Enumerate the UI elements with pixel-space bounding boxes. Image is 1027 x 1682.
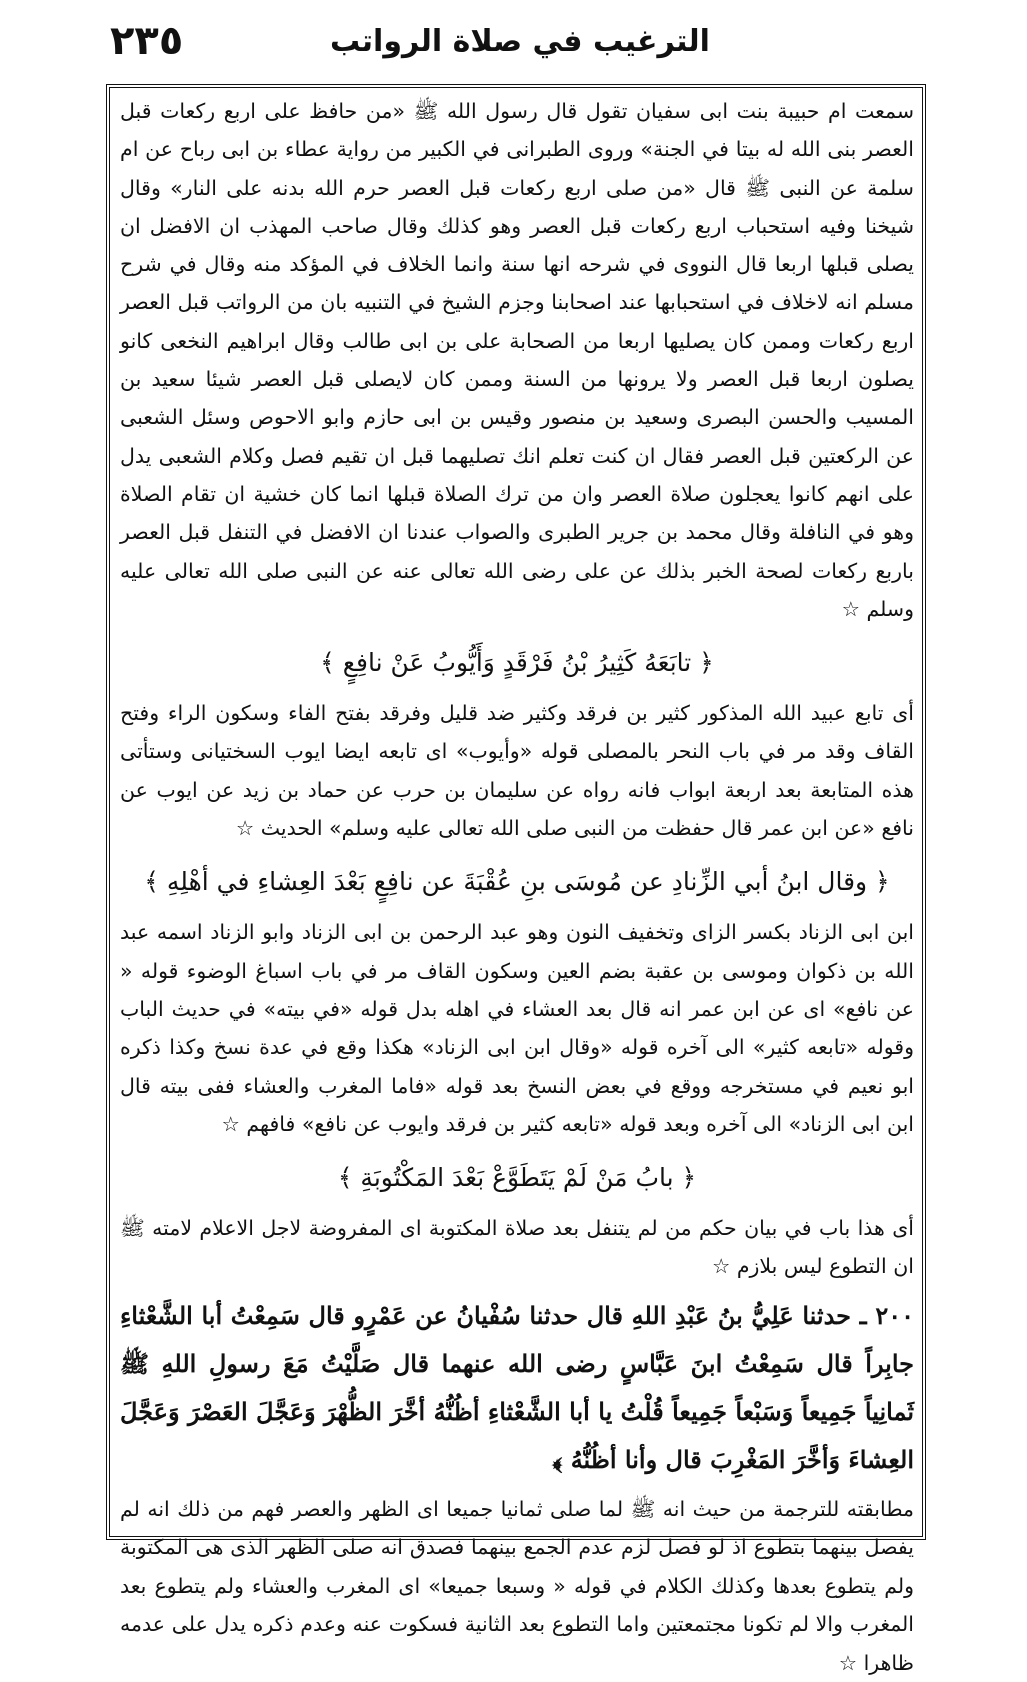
page-number: ٢٣٥: [110, 18, 184, 64]
commentary-paragraph-3: ابن ابى الزناد بكسر الزاى وتخفيف النون وهو عبد الرحمن بن ابى الزناد وابو الزناد اسمه عبد الله بن ذكوان وموسى بن عقبة بضم العين وسكون القاف مر في باب اسباغ الوضوء قوله « عن نافع» اى عن ابن عمر انه قال بعد العشاء في اهله بدل قوله «في بيته» في حديث الباب وقوله «تابعه كثير» الى آخره قوله «وقال ابن ابى الزناد» هكذا وقع في عدة نسخ وكذا ذكره ابو نعيم في مستخرجه ووقع في بعض النسخ بعد قوله «فاما المغرب والعشاء ففى بيته قال ابن ابى الزناد» الى آخره وبعد قوله «تابعه كثير بن فرقد وايوب عن نافع» فافهم ☆: [120, 920, 914, 1136]
chapter-heading-3: ﴿ بابُ مَنْ لَمْ يَتَطَوَّعْ بَعْدَ المَكْتُوبَةِ ﴾: [337, 1163, 697, 1193]
hadith-text: ٢٠٠ ـ حدثنا عَلِيُّ بنُ عَبْدِ اللهِ قال حدثنا سُفْيانُ عن عَمْرٍو قال سَمِعْتُ أبا الشَّعْثاءِ جابِراً قال سَمِعْتُ ابنَ عَبَّاسٍ رضى الله عنهما قال صَلَّيْتُ مَعَ رسولِ اللهِ ﷺ ثَمانِياً جَمِيعاً وَسَبْعاً جَمِيعاً قُلْتُ يا أبا الشَّعْثاءِ أظُنُّهُ أخَّرَ الظُّهْرَ وَعَجَّلَ العَصْرَ وَعَجَّلَ العِشاءَ وَأخَّرَ المَغْرِبَ قال وأنا أظُنُّهُ ﴾: [120, 1300, 914, 1474]
page-body: [120, 92, 914, 1675]
commentary-paragraph-1: سمعت ام حبيبة بنت ابى سفيان تقول قال رسول الله ﷺ «من حافظ على اربع ركعات قبل العصر بنى الله له بيتا في الجنة» وروى الطبرانى في الكبير من رواية عطاء بن ابى رباح عن ام سلمة عن النبى ﷺ قال «من صلى اربع ركعات قبل العصر حرم الله بدنه على النار» وقال شيخنا وفيه استحباب اربع ركعات قبل العصر وهو كذلك وقال صاحب المهذب ان الافضل ان يصلى قبلها اربعا قال النووى في شرحه انها سنة وانما الخلاف في المؤكد منه وقال في شرح مسلم انه لاخلاف في استحبابها عند اصحابنا وجزم الشيخ في التنبيه بان من الرواتب قبل العصر اربع ركعات وممن كان يصليها اربعا من الصحابة على بن ابى طالب وقال ابراهيم النخعى كانو يصلون اربعا قبل العصر ولا يرونها من السنة وممن كان لايصلى قبل العصر شيئا سعيد بن المسيب والحسن البصرى وسعيد بن منصور وقيس بن ابى حازم وابو الاحوص وسئل الشعبى عن الركعتين قبل العصر فقال ان كنت تعلم انك تصليهما قبل ان تقيم فصل وكلام الشعبى يدل على انهم كانوا يعجلون صلاة العصر وان من ترك الصلاة قبلها انما كان خشية ان تقام الصلاة وهو في النافلة وقال محمد بن جرير الطبرى والصواب عندنا ان الافضل في التنفل قبل العصر باربع ركعات لصحة الخبر بذلك عن على رضى الله تعالى عنه عن النبى صلى الله تعالى عليه وسلم ☆: [120, 99, 914, 621]
commentary-paragraph-4: أى هذا باب في بيان حكم من لم يتنفل بعد صلاة المكتوبة اى المفروضة لاجل الاعلام لامته ﷺ ان التطوع ليس بلازم ☆: [120, 1216, 914, 1279]
running-title: الترغيب في صلاة الرواتب: [330, 24, 710, 59]
chapter-heading-2: ﴿ وقال ابنُ أبي الزِّنادِ عن مُوسَى بنِ عُقْبَةَ عن نافِعٍ بَعْدَ العِشاءِ في أهْلِهِ ﴾: [144, 867, 890, 897]
chapter-heading-1: ﴿ تابَعَهُ كَثِيرُ بْنُ فَرْقَدٍ وَأَيُّوبُ عَنْ نافِعٍ ﴾: [320, 648, 714, 678]
commentary-paragraph-5: مطابقته للترجمة من حيث انه ﷺ لما صلى ثمانيا جميعا اى الظهر والعصر فهم من ذلك انه لم يفصل بينهما بتطوع اذ لو فصل لزم عدم الجمع بينهما فصدق انه صلى الظهر الذى هى المكتوبة ولم يتطوع بعدها وكذلك الكلام في قوله « وسبعا جميعا» اى المغرب والعشاء ولم يتطوع بعد المغرب والا لم تكونا مجتمعتين واما التطوع بعد الثانية فسكوت عنه وعدم ذكره يدل على عدمه ظاهرا ☆: [120, 1496, 914, 1675]
page-header: [110, 18, 930, 74]
commentary-paragraph-2: أى تابع عبيد الله المذكور كثير بن فرقد وكثير ضد قليل وفرقد بفتح الفاء وسكون الراء وفتح القاف وقد مر في باب النحر بالمصلى قوله «وأيوب» اى تابعه ايضا ايوب السختيانى وستأتى هذه المتابعة بعد اربعة ابواب فانه رواه عن سليمان بن حرب عن حماد بن زيد عن ايوب عن نافع «عن ابن عمر قال حفظت من النبى صلى الله تعالى عليه وسلم» الحديث ☆: [120, 701, 914, 841]
